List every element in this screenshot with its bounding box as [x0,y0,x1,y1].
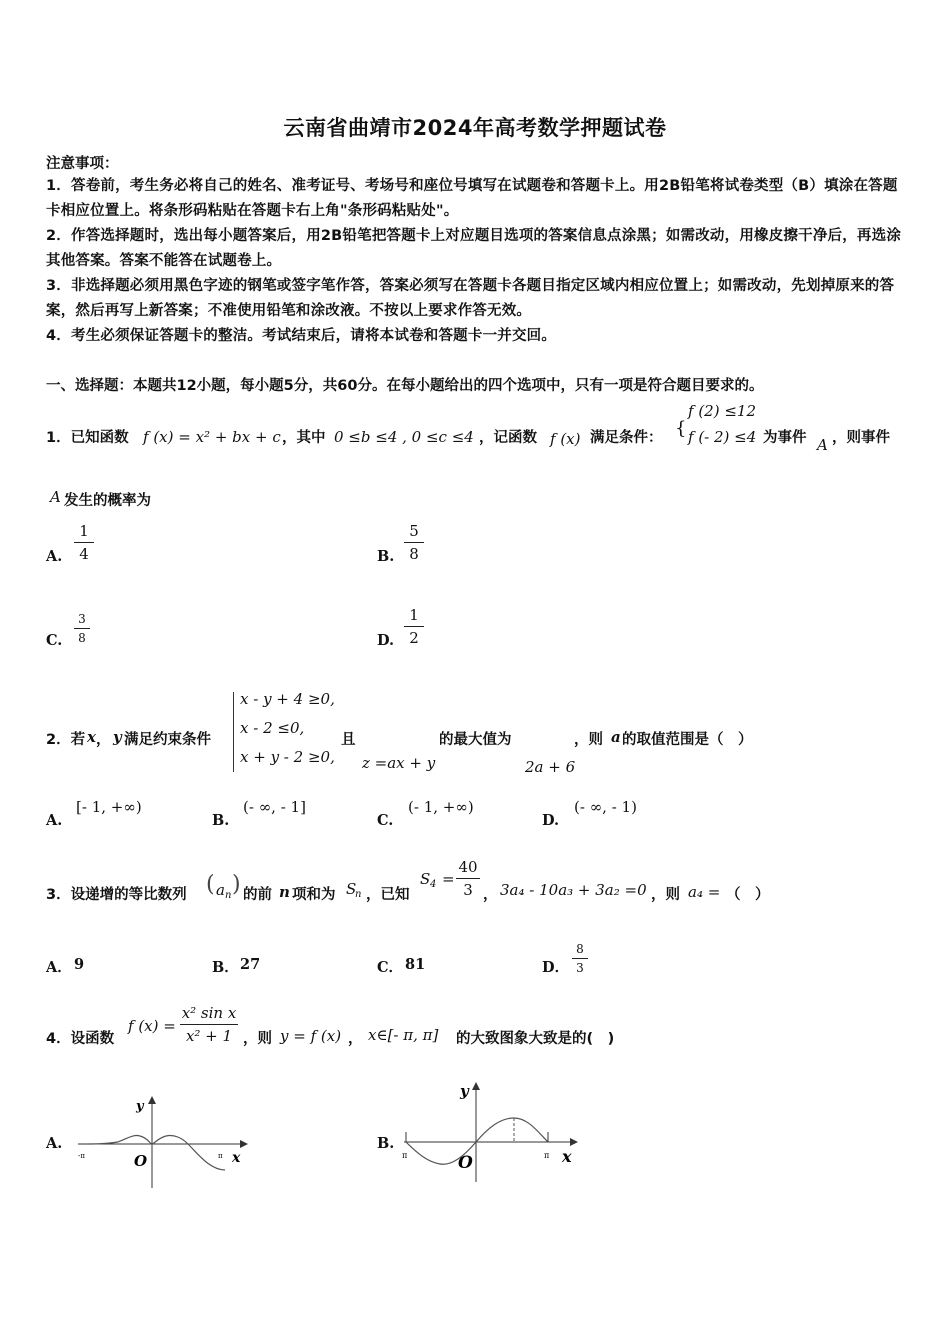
q3-text-2: 的前 [243,887,272,903]
arrow-up-icon [472,1082,480,1090]
q3-text-1: 3．设递增的等比数列 [46,887,187,903]
q1-text-line2: 发生的概率为 [64,493,151,509]
notice-item-4: 4．考生必须保证答题卡的整洁。考试结束后，请将本试卷和答题卡一并交回。 [46,328,557,344]
q1-brace: { [675,418,687,439]
q4b-right-tick: π [544,1151,550,1160]
q1-text-2: ，其中 [282,430,326,446]
q3-s4-value: $\frac{40}{3}$ [456,858,480,899]
q2-var-y: y [113,728,122,746]
q1-text-4: 满足条件： [590,430,663,446]
notice-item-1: 1．答卷前，考生务必将自己的姓名、准考证号、考场号和座位号填写在试题卷和答题卡上。用2B铅笔将试卷类型（B）填涂在答题卡相应位置上。将条形码粘贴在答题卡右上角"条形码粘贴处"。 [46,178,898,219]
q4a-right-tick: π [218,1152,223,1160]
q2-var-x: x [87,728,96,746]
q1-function: f (x) = x² + bx + c [143,428,281,446]
q1-event-a: A [817,436,828,454]
q2-option-b-value[interactable]: (- ∞, - 1] [243,798,306,816]
q4-option-a-label[interactable]: A. [46,1135,63,1152]
q4-function-fraction: $\frac{\text{x² sin x}}{\text{x² + 1}}$ [181,1004,237,1045]
q2-max-value: 2a + 6 [525,758,576,776]
arrow-right-icon [570,1138,578,1146]
section-heading: 一、选择题：本题共12小题，每小题5分，共60分。在每小题给出的四个选项中，只有一项是符合题目要求的。 [46,378,764,394]
q2-constraint-3: x + y - 2 ≥0, [240,748,335,766]
q3-relation: 3a₄ - 10a₃ + 3a₂ =0 [500,881,647,899]
q2-text-6: 的取值范围是（ ） [622,732,753,748]
q1-range: 0 ≤b ≤4 , 0 ≤c ≤4 [334,428,474,446]
q2-text-3: 且 [341,732,356,748]
q1-function-ref: f (x) [550,430,581,448]
q3-sum-s-sub: n [355,889,362,900]
q2-option-a-value[interactable]: [- 1, +∞) [76,798,142,816]
q2-objective: z =ax + y [362,754,436,772]
q2-text-5: ，则 [574,732,603,748]
q1-text-1: 1．已知函数 [46,430,129,446]
q3-option-a-label[interactable]: A． [46,959,72,976]
q3-text-4: ，已知 [366,887,410,903]
q3-s4: S [420,870,431,888]
q3-option-c-value[interactable]: 81 [405,956,426,973]
q4b-origin-label: O [458,1153,473,1173]
q2-text-2: 满足约束条件 [124,732,211,748]
q4b-x-label: x [562,1147,572,1166]
q1-option-a-value[interactable]: $\frac{1}{4}$ [74,522,94,563]
q4b-y-label: y [460,1082,469,1100]
q2-constraint-1: x - y + 4 ≥0, [240,690,335,708]
q4a-y-label: y [136,1099,144,1114]
q3-option-a-value[interactable]: 9 [74,956,85,973]
q3-text-5: ，则 [651,887,680,903]
q3-text-6: （ ） [726,887,770,903]
q4b-curve [406,1118,548,1164]
q1-option-d-label[interactable]: D. [377,632,395,649]
q1-option-b-label[interactable]: B. [377,548,395,565]
q4-function-lhs: f (x) = [128,1017,176,1035]
q1-option-c-label[interactable]: C. [46,632,63,649]
q3-paren-left: ( [206,872,215,897]
q3-s4-sub: 4 [430,879,437,890]
q4a-origin-label: O [134,1152,148,1170]
q3-sum-s: S [346,880,357,898]
q1-text-6: ，则事件 [832,430,890,446]
q3-option-d-value[interactable]: $\frac{8}{3}$ [572,942,588,975]
notice-heading: 注意事项： [46,156,119,172]
q3-a4: a₄ = [688,883,721,901]
q4b-left-tick: π [402,1151,408,1160]
q2-var-a: a [611,728,621,746]
q3-var-n: n [279,883,290,901]
q1-condition-1: f (2) ≤12 [688,402,756,420]
q4-text-3: 的大致图象大致是的( ) [456,1031,615,1047]
q1-option-b-value[interactable]: $\frac{5}{8}$ [404,522,424,563]
q1-option-d-value[interactable]: $\frac{1}{2}$ [404,606,424,647]
q4-option-b-label[interactable]: B. [377,1135,395,1152]
q3-paren-right: ) [232,872,241,897]
q2-text-4: 的最大值为 [439,732,512,748]
q4-y-eq: y = f (x) [280,1027,342,1045]
q3-option-c-label[interactable]: C． [377,959,404,976]
arrow-up-icon [148,1096,156,1104]
q3-equals: = [442,870,455,888]
q1-text-5: 为事件 [763,430,807,446]
q2-option-d-value[interactable]: (- ∞, - 1) [574,798,637,816]
q3-sequence-a-sub: n [225,890,232,901]
q1-event-a-2: A [50,488,61,506]
q2-option-c-value[interactable]: (- 1, +∞) [408,798,474,816]
q2-comma: ， [96,732,111,748]
q4a-x-label: x [232,1150,241,1166]
q1-text-3: ，记函数 [479,430,537,446]
q3-option-d-label[interactable]: D． [542,959,570,976]
q4-option-a-graph[interactable] [70,1090,260,1190]
q1-condition-2: f (- 2) ≤4 [688,428,757,446]
arrow-right-icon [240,1140,248,1148]
q1-option-c-value[interactable]: $\frac{3}{8}$ [74,612,90,645]
q4-domain: x∈[- π, π] [368,1026,439,1044]
q3-sequence-a: a [216,881,225,899]
notice-item-3: 3．非选择题必须用黑色字迹的钢笔或签字笔作答，答案必须写在答题卡各题目指定区域内相应位置上；如需改动，先划掉原来的答案，然后再写上新答案；不准使用铅笔和涂改液。不按以上要求作答无效。 [46,278,895,319]
notice-item-2: 2．作答选择题时，选出每小题答案后，用2B铅笔把答题卡上对应题目选项的答案信息点涂黑；如需改动，用橡皮擦干净后，再选涂其他答案。答案不能答在试题卷上。 [46,228,902,269]
q3-comma: ， [483,887,498,903]
q2-constraint-brace [233,692,234,772]
q2-option-b-label[interactable]: B. [212,812,230,829]
q3-option-b-value[interactable]: 27 [240,956,261,973]
q2-option-d-label[interactable]: D. [542,812,560,829]
q4-text-1: 4．设函数 [46,1031,115,1047]
q2-text-1: 2．若 [46,732,86,748]
q2-option-c-label[interactable]: C. [377,812,394,829]
q4-text-2: ，则 [243,1031,272,1047]
q2-constraint-2: x - 2 ≤0, [240,719,305,737]
q4-option-b-graph[interactable] [398,1076,588,1186]
q1-option-a-label[interactable]: A. [46,548,63,565]
q4-comma: ， [348,1031,363,1047]
q3-text-3: 项和为 [292,887,336,903]
page-title: 云南省曲靖市2024年高考数学押题试卷 [283,116,667,140]
q4a-left-tick: -π [78,1152,85,1160]
q3-option-b-label[interactable]: B． [212,959,239,976]
q2-option-a-label[interactable]: A. [46,812,63,829]
